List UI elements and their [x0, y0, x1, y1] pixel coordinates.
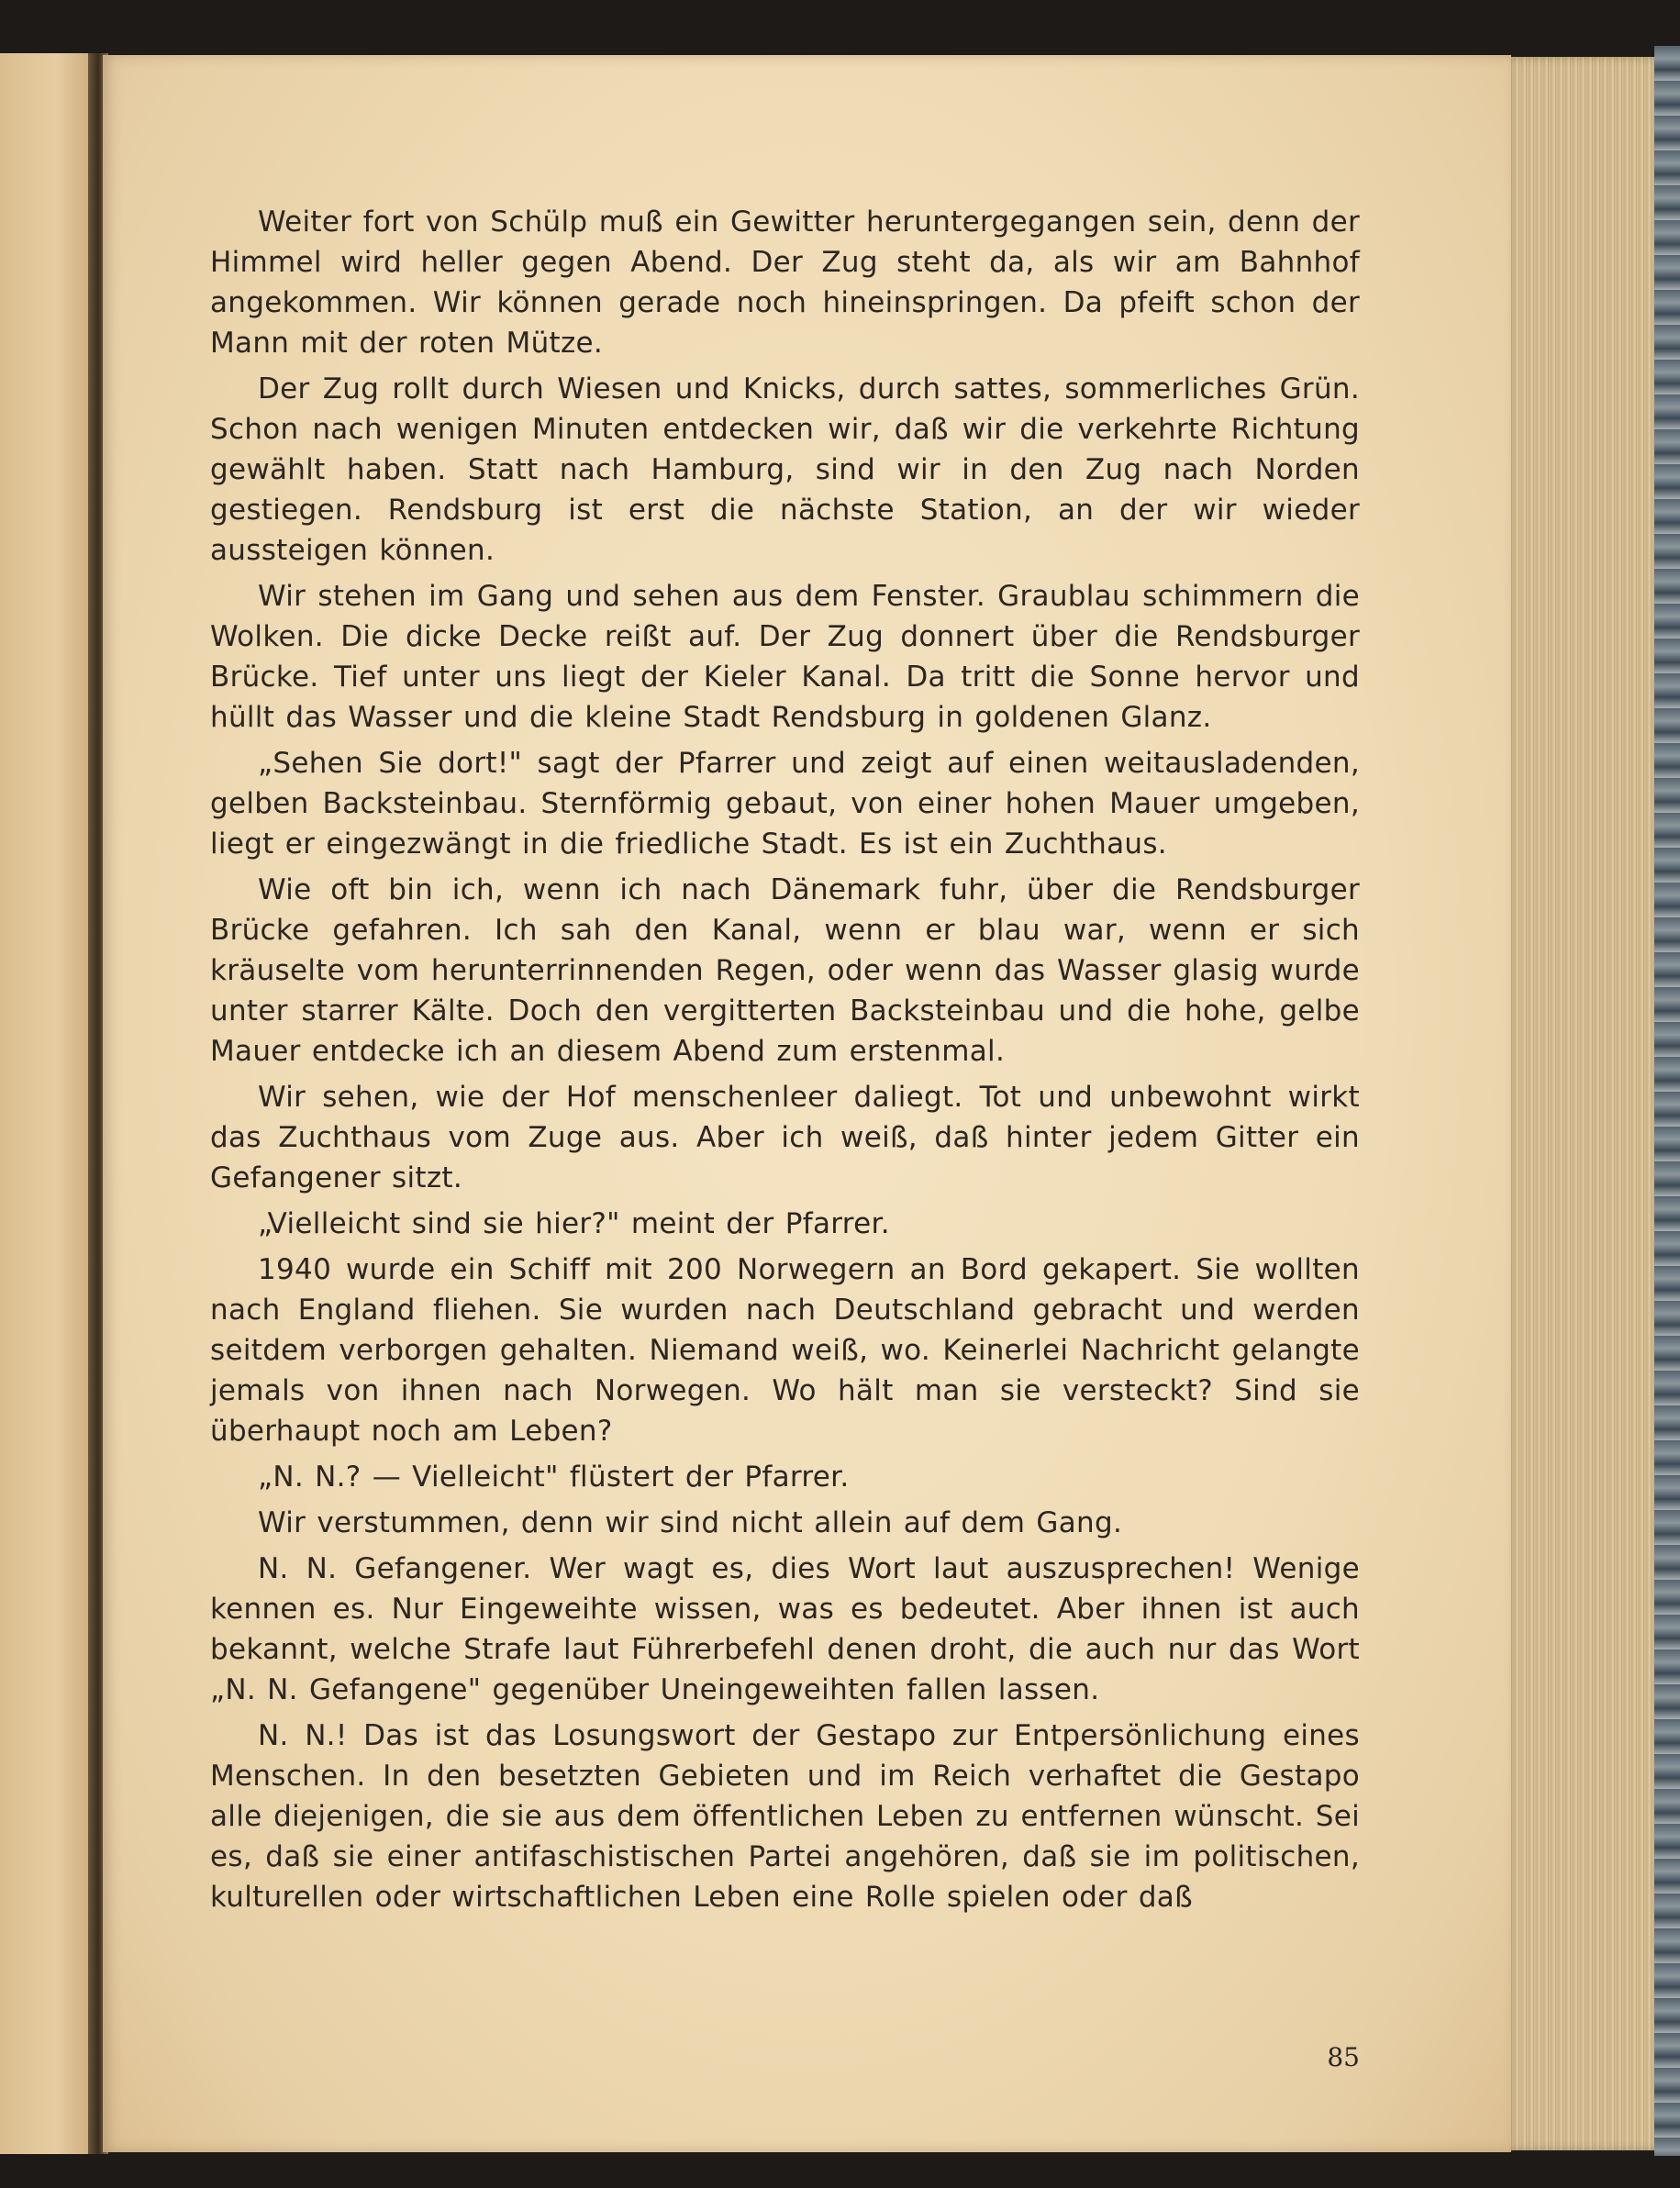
- paragraph: „Vielleicht sind sie hier?" meint der Pfarrer.: [258, 1207, 890, 1240]
- paragraph: Wir stehen im Gang und sehen aus dem Fenster. Graublau schimmern die Wolken. Die dicke Decke reißt auf. Der Zug donnert über die Rendsburger Brücke. Tief unter uns liegt der Kieler Kanal. Da tritt die Sonne hervor und hüllt das Wasser und die kleine Stadt Rendsburg in goldenen Glanz.: [210, 580, 1360, 734]
- book-page: [103, 55, 1511, 2152]
- paragraph: Der Zug rollt durch Wiesen und Knicks, durch sattes, sommerliches Grün. Schon nach wenigen Minuten entdecken wir, daß wir die verkehrte Richtung gewählt haben. Statt nach Hamburg, sind wir in den Zug nach Norden gestiegen. Rendsburg ist erst die nächste Station, an der wir wieder aussteigen können.: [210, 372, 1360, 567]
- page-block-edge: [1505, 57, 1656, 2150]
- paragraph: N. N. Gefangener. Wer wagt es, dies Wort laut auszusprechen! Wenige kennen es. Nur Eingeweihte wissen, was es bedeutet. Aber ihnen ist auch bekannt, welche Strafe laut Führerbefehl denen droht, die auch nur das Wort „N. N. Gefangene" gegenüber Uneingeweihten fallen lassen.: [210, 1552, 1360, 1706]
- paragraph: Wie oft bin ich, wenn ich nach Dänemark fuhr, über die Rendsburger Brücke gefahren. Ich sah den Kanal, wenn er blau war, wenn er sich kräuselte vom herunterrinnenden Regen, oder wenn das Wasser glasig wurde unter starrer Kälte. Doch den vergitterten Backsteinbau und die hohe, gelbe Mauer entdecke ich an diesem Abend zum erstenmal.: [210, 873, 1360, 1068]
- body-text: [210, 202, 1360, 1923]
- paragraph: „Sehen Sie dort!" sagt der Pfarrer und zeigt auf einen weitausladenden, gelben Backsteinbau. Sternförmig gebaut, von einer hohen Mauer umgeben, liegt er eingezwängt in die friedliche Stadt. Es ist ein Zuchthaus.: [210, 747, 1360, 861]
- paragraph: N. N.! Das ist das Losungswort der Gestapo zur Entpersönlichung eines Menschen. In den besetzten Gebieten und im Reich verhaftet die Gestapo alle diejenigen, die sie aus dem öffentlichen Leben zu entfernen wünscht. Sei es, daß sie einer antifaschistischen Partei angehören, daß sie im politischen, kulturellen oder wirtschaftlichen Leben eine Rolle spielen oder daß: [210, 1719, 1360, 1914]
- paragraph: Wir verstummen, denn wir sind nicht allein auf dem Gang.: [258, 1506, 1123, 1539]
- page-number: 85: [1327, 2042, 1360, 2072]
- paragraph: „N. N.? — Vielleicht" flüstert der Pfarrer.: [258, 1461, 850, 1494]
- cover-edge: [1654, 46, 1680, 2156]
- left-page-edge: [0, 53, 101, 2154]
- paragraph: 1940 wurde ein Schiff mit 200 Norwegern an Bord gekapert. Sie wollten nach England fliehen. Sie wurden nach Deutschland gebracht und werden seitdem verborgen gehalten. Niemand weiß, wo. Keinerlei Nachricht gelangte jemals von ihnen nach Norwegen. Wo hält man sie versteckt? Sind sie überhaupt noch am Leben?: [210, 1253, 1360, 1448]
- paragraph: Wir sehen, wie der Hof menschenleer daliegt. Tot und unbewohnt wirkt das Zuchthaus vom Zuge aus. Aber ich weiß, daß hinter jedem Gitter ein Gefangener sitzt.: [210, 1081, 1360, 1194]
- paragraph: Weiter fort von Schülp muß ein Gewitter heruntergegangen sein, denn der Himmel wird heller gegen Abend. Der Zug steht da, als wir am Bahnhof angekommen. Wir können gerade noch hineinspringen. Da pfeift schon der Mann mit der roten Mütze.: [210, 205, 1360, 360]
